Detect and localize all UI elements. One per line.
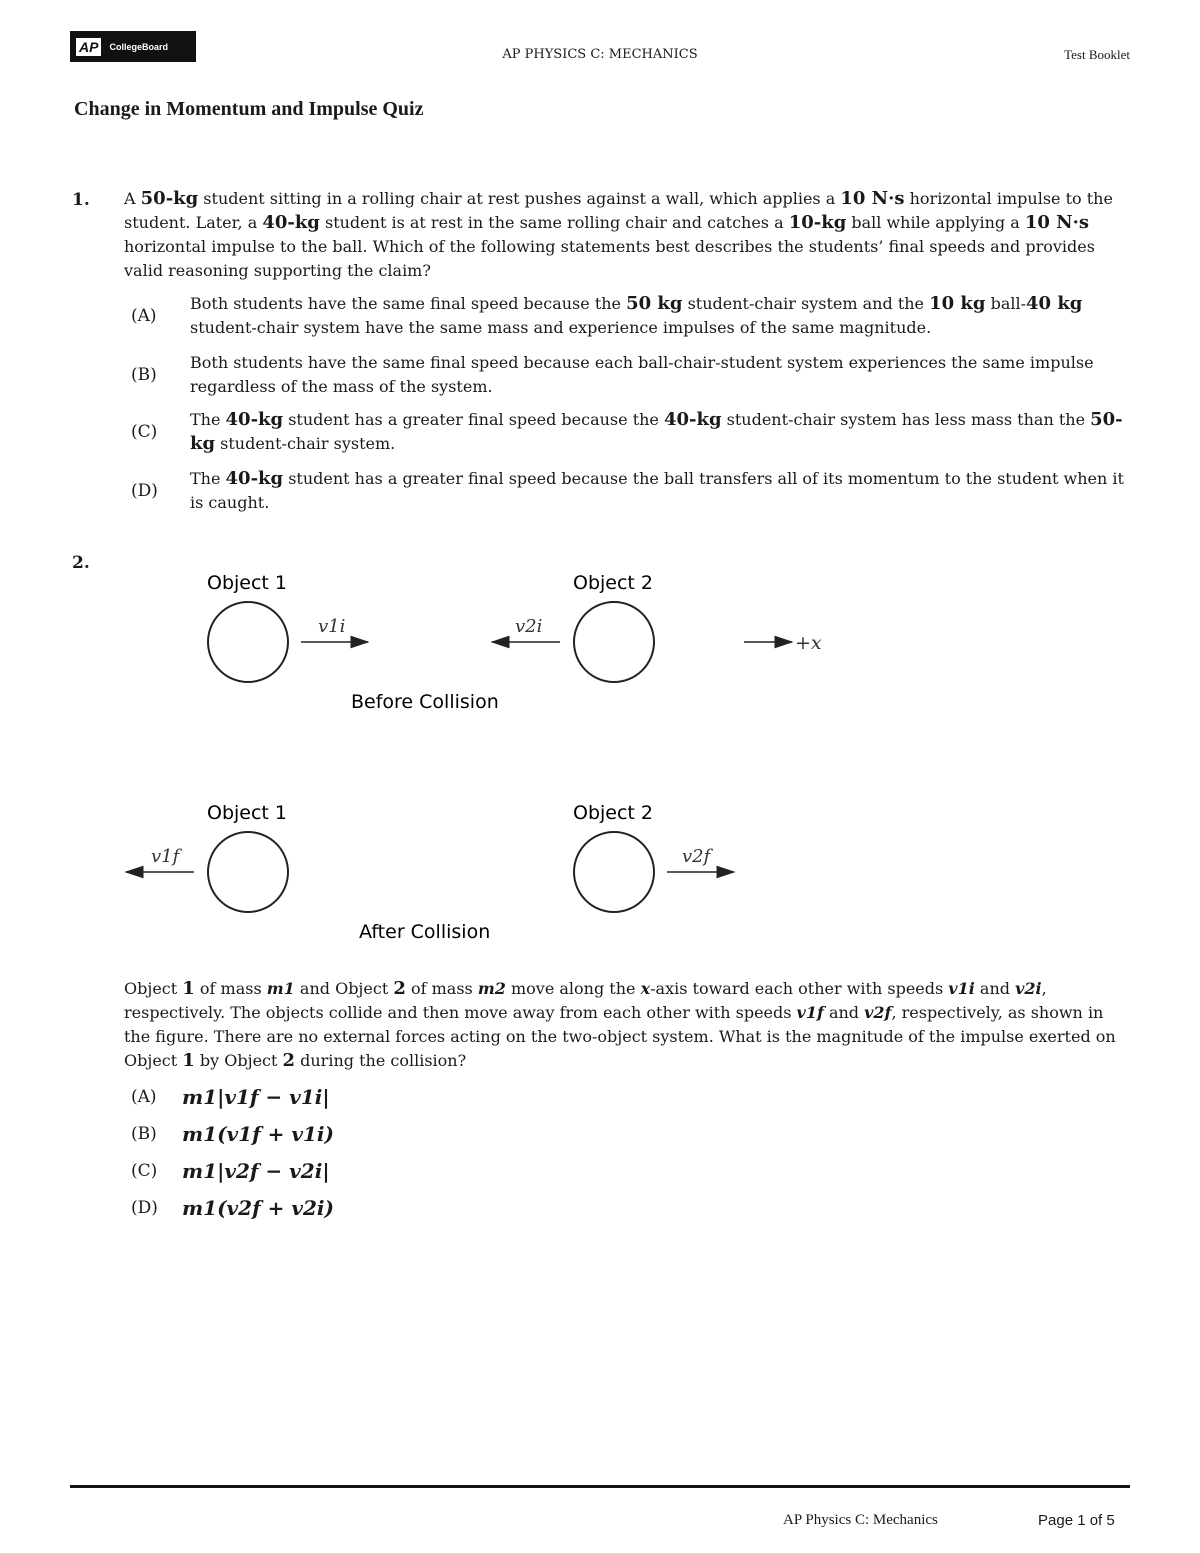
question-2-option-c[interactable] [131, 1159, 330, 1183]
v1i-label: v1i [318, 616, 346, 637]
page-title: Change in Momentum and Impulse Quiz [74, 98, 424, 120]
before-object-2-circle [574, 602, 654, 682]
option-label: (C) [131, 1161, 158, 1181]
positive-x-label: +x [795, 632, 822, 654]
option-expression: m1|v2f − v2i| [182, 1159, 330, 1183]
question-1-stem: A 50-kg student sitting in a rolling chair at rest pushes against a wall, which applies a 10 N·s horizontal impulse to the student. Later, a 40-kg student is at rest in the same rolling chair and catches a 10-kg ball while applying a 10 N·s horizontal impulse to the ball. Which of the following statements best describes the students’ final speeds and provides valid reasoning supporting the claim? [124, 188, 1113, 280]
option-expression: m1(v1f + v1i) [182, 1122, 334, 1146]
question-2-stem: Object 1 of mass m1 and Object 2 of mass m2 move along the x-axis toward each other with speeds v1i and v2i, respectively. The objects collide and then move away from each other with speeds v1f and v2f, respectively, as shown in the figure. There are no external forces acting on the two-object system. What is the magnitude of the impulse exerted on Object 1 by Object 2 during the collision? [124, 978, 1116, 1071]
question-1-option-b[interactable] [124, 351, 1124, 399]
option-label: (A) [131, 1087, 157, 1107]
after-object-2-circle [574, 832, 654, 912]
collision-figure [0, 560, 1200, 950]
before-collision-caption: Before Collision [351, 691, 499, 713]
question-1-option-a[interactable] [124, 292, 1124, 340]
option-text: The 40-kg student has a greater final speed because the 40-kg student-chair system has less mass than the 50-kg student-chair system. [190, 409, 1123, 454]
after-object-2-label: Object 2 [573, 802, 654, 824]
option-label: (B) [131, 1124, 157, 1144]
option-label: (A) [131, 306, 157, 326]
v2f-label: v2f [682, 846, 711, 867]
footer-page-number: Page 1 of 5 [1038, 1512, 1115, 1529]
header-booklet: Test Booklet [1064, 47, 1130, 62]
question-1-option-d[interactable] [124, 467, 1124, 515]
question-2-option-b[interactable] [131, 1122, 334, 1146]
v2i-label: v2i [515, 616, 543, 637]
question-2-option-d[interactable] [131, 1196, 334, 1220]
option-expression: m1|v1f − v1i| [182, 1085, 330, 1109]
option-text: Both students have the same final speed because each ball-chair-student system experiences the same impulse regardless of the mass of the system. [190, 353, 1094, 396]
footer-course: AP Physics C: Mechanics [783, 1512, 938, 1528]
option-expression: m1(v2f + v2i) [182, 1196, 334, 1220]
v1f-label: v1f [151, 846, 180, 867]
before-object-2-label: Object 2 [573, 572, 654, 594]
option-label: (D) [131, 481, 158, 501]
logo-ap: AP [76, 38, 101, 56]
question-1-option-c[interactable] [124, 408, 1124, 456]
question-2-option-a[interactable] [131, 1085, 330, 1109]
before-object-1-circle [208, 602, 288, 682]
option-label: (D) [131, 1198, 158, 1218]
before-object-1-label: Object 1 [207, 572, 288, 594]
after-object-1-label: Object 1 [207, 802, 288, 824]
after-collision-caption: After Collision [359, 921, 491, 943]
option-label: (C) [131, 422, 158, 442]
question-2-number: 2. [72, 553, 90, 573]
logo-collegeboard: CollegeBoard [109, 41, 168, 52]
question-1-number: 1. [72, 190, 90, 210]
after-object-1-circle [208, 832, 288, 912]
option-label: (B) [131, 365, 157, 385]
header-course: AP PHYSICS C: MECHANICS [502, 47, 698, 62]
option-text: The 40-kg student has a greater final speed because the ball transfers all of its momentum to the student when it is caught. [190, 468, 1124, 512]
option-text: Both students have the same final speed because the 50 kg student-chair system and the 10 kg ball-40 kg student-chair system have the same mass and experience impulses of the same magnitude. [190, 293, 1083, 337]
footer-rule [70, 1485, 1130, 1488]
